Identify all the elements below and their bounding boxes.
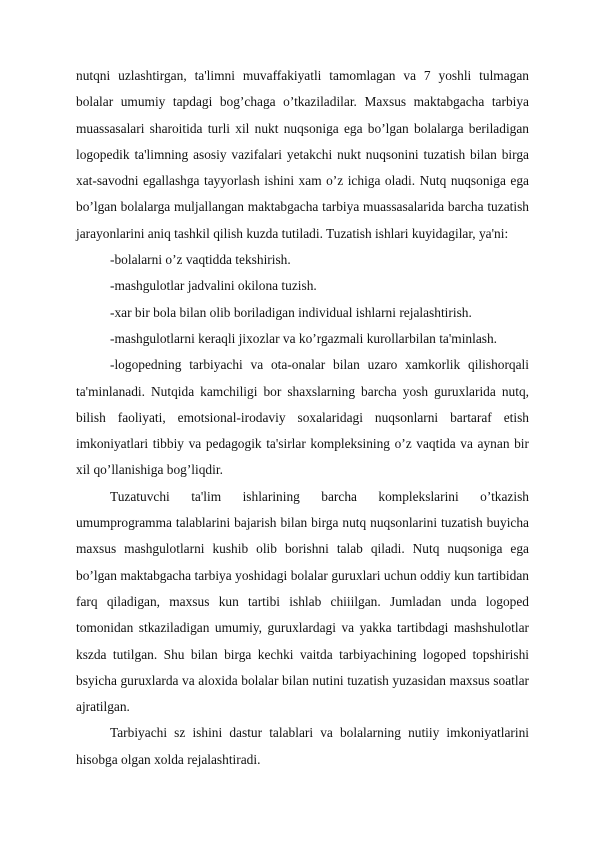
document-text — [76, 63, 529, 773]
list-item-5: -logopedning tarbiyachi va ota-onalar bilan uzaro xamkorlik qilishorqali ta'minlanadi. Nutqida kamchiligi bor shaxslarning barcha yosh guruxlarida nutq, bilish faoliyati, emotsional-irodaviy soxalaridagi nuqsonlarni bartaraf etish imkoniyatlari tibbiy va pedagogik ta'sirlar kompleksining o’z vaqtida va aynan bir xil qo’llanishiga bog’liqdir. — [76, 357, 529, 478]
list-item-3: -xar bir bola bilan olib boriladigan individual ishlarni rejalashtirish. — [110, 304, 472, 320]
paragraph-intro: nutqni uzlashtirgan, ta'limni muvaffakiyatli tamomlagan va 7 yoshli tulmagan bolalar umumiy tapdagi bog’chaga o’tkaziladilar. Maxsus maktabgacha tarbiya muassasalari sharoitida turli xil nukt nuqsoniga ega bo’lgan bolalarga beriladigan logopedik ta'limning asosiy vazifalari yetakchi nukt nuqsonini tuzatish bilan birga xat-savodni egallashga tayyorlash ishini xam o’z ichiga oladi. Nutq nuqsoniga ega bo’lgan bolalarga muljallangan maktabgacha tarbiya muassasalarida barcha tuzatish jarayonlarini aniq tashkil qilish kuzda tutiladi. Tuzatish ishlari kuyidagilar, ya'ni: — [76, 68, 529, 241]
list-item-2: -mashgulotlar jadvalini okilona tuzish. — [110, 278, 317, 294]
paragraph-correction: Tuzatuvchi ta'lim ishlarining barcha komplekslarini o’tkazish umumprogramma talablarini bajarish bilan birga nutq nuqsonlarini tuzatish buyicha maxsus mashgulotlarni kushib olib borishni talab qiladi. Nutq nuqsoniga ega bo’lgan maktabgacha tarbiya yoshidagi bolalar guruxlari uchun oddiy kun tartibidan farq qiladigan, maxsus kun tartibi ishlab chiiilgan. Jumladan unda logoped tomonidan stkaziladigan umumiy, guruxlardagi va yakka tartibdagi mashshulotlar kszda tutilgan. Shu bilan birga kechki vaitda tarbiyachining logoped topshirishi bsyicha guruxlarda va aloxida bolalar bilan nutini tuzatish yuzasidan maxsus soatlar ajratilgan. — [76, 488, 529, 715]
list-item-1: -bolalarni o’z vaqtidda tekshirish. — [110, 252, 291, 268]
list-item-4: -mashgulotlarni keraqli jixozlar va ko’rgazmali kurollarbilan ta'minlash. — [110, 330, 498, 346]
paragraph-teacher: Tarbiyachi sz ishini dastur talablari va bolalarning nutiiy imkoniyatlarini hisobga olgan xolda rejalashtiradi. — [76, 725, 529, 767]
